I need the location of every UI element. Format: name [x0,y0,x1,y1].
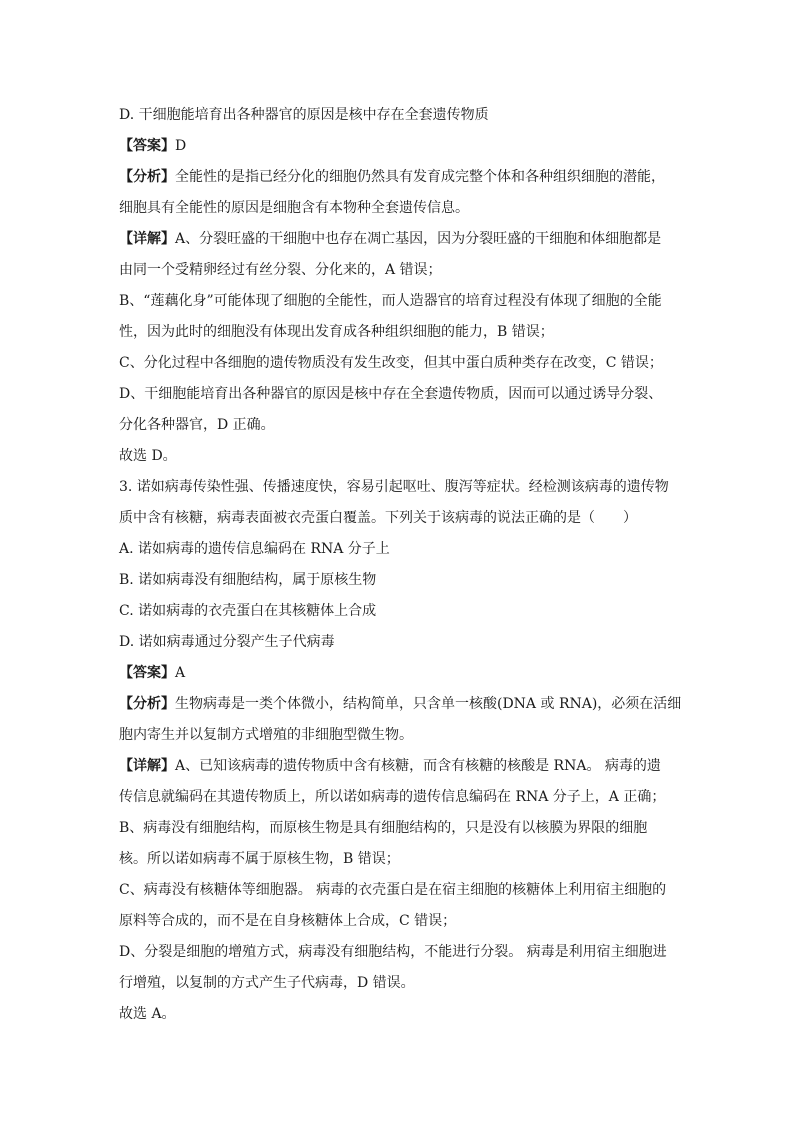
q2-conclusion: 故选 D。 [119,448,177,464]
q2-answer [119,131,684,162]
q3-detail-a2: 传信息就编码在其遗传物质上，所以诺如病毒的遗传信息编码在 RNA 分子上，A 正确； [119,789,666,805]
q2-detail-a1 [119,224,684,255]
detail-text: A、分裂旺盛的干细胞中也存在凋亡基因，因为分裂旺盛的干细胞和体细胞都是 [175,231,662,247]
q3-detail-a1 [119,751,684,782]
q3-detail-b1: B、病毒没有细胞结构，而原核生物是具有细胞结构的，只是没有以核膜为界限的细胞 [119,820,648,836]
q2-detail-b1: B、“莲藕化身”可能体现了细胞的全能性，而人造器官的培育过程没有体现了细胞的全能 [119,293,662,309]
q2-detail-d1: D、干细胞能培育出各种器官的原因是核中存在全套遗传物质，因而可以通过诱导分裂、 [119,386,663,402]
detail-tag: 【详解】 [119,758,175,774]
q2-analysis-line1 [119,162,684,193]
q2-option-d: D. 干细胞能培育出各种器官的原因是核中存在全套遗传物质 [119,107,489,123]
q2-analysis-line2: 细胞具有全能性的原因是细胞含有本物种全套遗传信息。 [119,200,469,216]
q3-detail-d2: 行增殖，以复制的方式产生子代病毒，D 错误。 [119,975,415,991]
detail-text: A、已知该病毒的遗传物质中含有核糖，而含有核糖的核酸是 RNA。 病毒的遗 [175,758,661,774]
q3-analysis-line1 [119,689,684,720]
q3-conclusion: 故选 A。 [119,1006,176,1022]
q3-analysis-line2: 胞内寄生并以复制方式增殖的非细胞型微生物。 [119,727,413,743]
analysis-text: 全能性的是指已经分化的细胞仍然具有发育成完整个体和各种组织细胞的潜能， [175,169,665,185]
answer-value: A [175,665,186,681]
q3-option-a: A. 诺如病毒的遗传信息编码在 RNA 分子上 [119,541,390,557]
q2-detail-c: C、分化过程中各细胞的遗传物质没有发生改变，但其中蛋白质种类存在改变，C 错误； [119,355,663,371]
detail-tag: 【详解】 [119,231,175,247]
q3-detail-c1: C、病毒没有核糖体等细胞器。 病毒的衣壳蛋白是在宿主细胞的核糖体上利用宿主细胞的 [119,882,667,898]
q2-detail-d2: 分化各种器官，D 正确。 [119,417,275,433]
document-page [119,100,684,1030]
q2-detail-a2: 由同一个受精卵经过有丝分裂、分化来的，A 错误； [119,262,442,278]
q3-option-c: C. 诺如病毒的衣壳蛋白在其核糖体上合成 [119,603,377,619]
q2-detail-b2: 性，因为此时的细胞没有体现出发育成各种组织细胞的能力，B 错误； [119,324,554,340]
q3-option-d: D. 诺如病毒通过分裂产生子代病毒 [119,634,335,650]
q3-detail-c2: 原料等合成的，而不是在自身核糖体上合成，C 错误； [119,913,457,929]
q3-detail-d1: D、分裂是细胞的增殖方式，病毒没有细胞结构，不能进行分裂。 病毒是利用宿主细胞进 [119,944,667,960]
q3-option-b: B. 诺如病毒没有细胞结构，属于原核生物 [119,572,377,588]
q3-stem-line2: 质中含有核糖，病毒表面被衣壳蛋白覆盖。下列关于该病毒的说法正确的是（ ） [119,510,637,526]
answer-value: D [175,138,187,154]
q3-stem-line1: 3. 诺如病毒传染性强、传播速度快，容易引起呕吐、腹泻等症状。经检测该病毒的遗传物 [119,479,669,495]
analysis-tag: 【分析】 [119,696,175,712]
answer-tag: 【答案】 [119,138,175,154]
analysis-tag: 【分析】 [119,169,175,185]
q3-answer [119,658,684,689]
analysis-text: 生物病毒是一类个体微小，结构简单，只含单一核酸(DNA 或 RNA)，必须在活细 [175,696,682,712]
q3-detail-b2: 核。所以诺如病毒不属于原核生物，B 错误； [119,851,400,867]
answer-tag: 【答案】 [119,665,175,681]
